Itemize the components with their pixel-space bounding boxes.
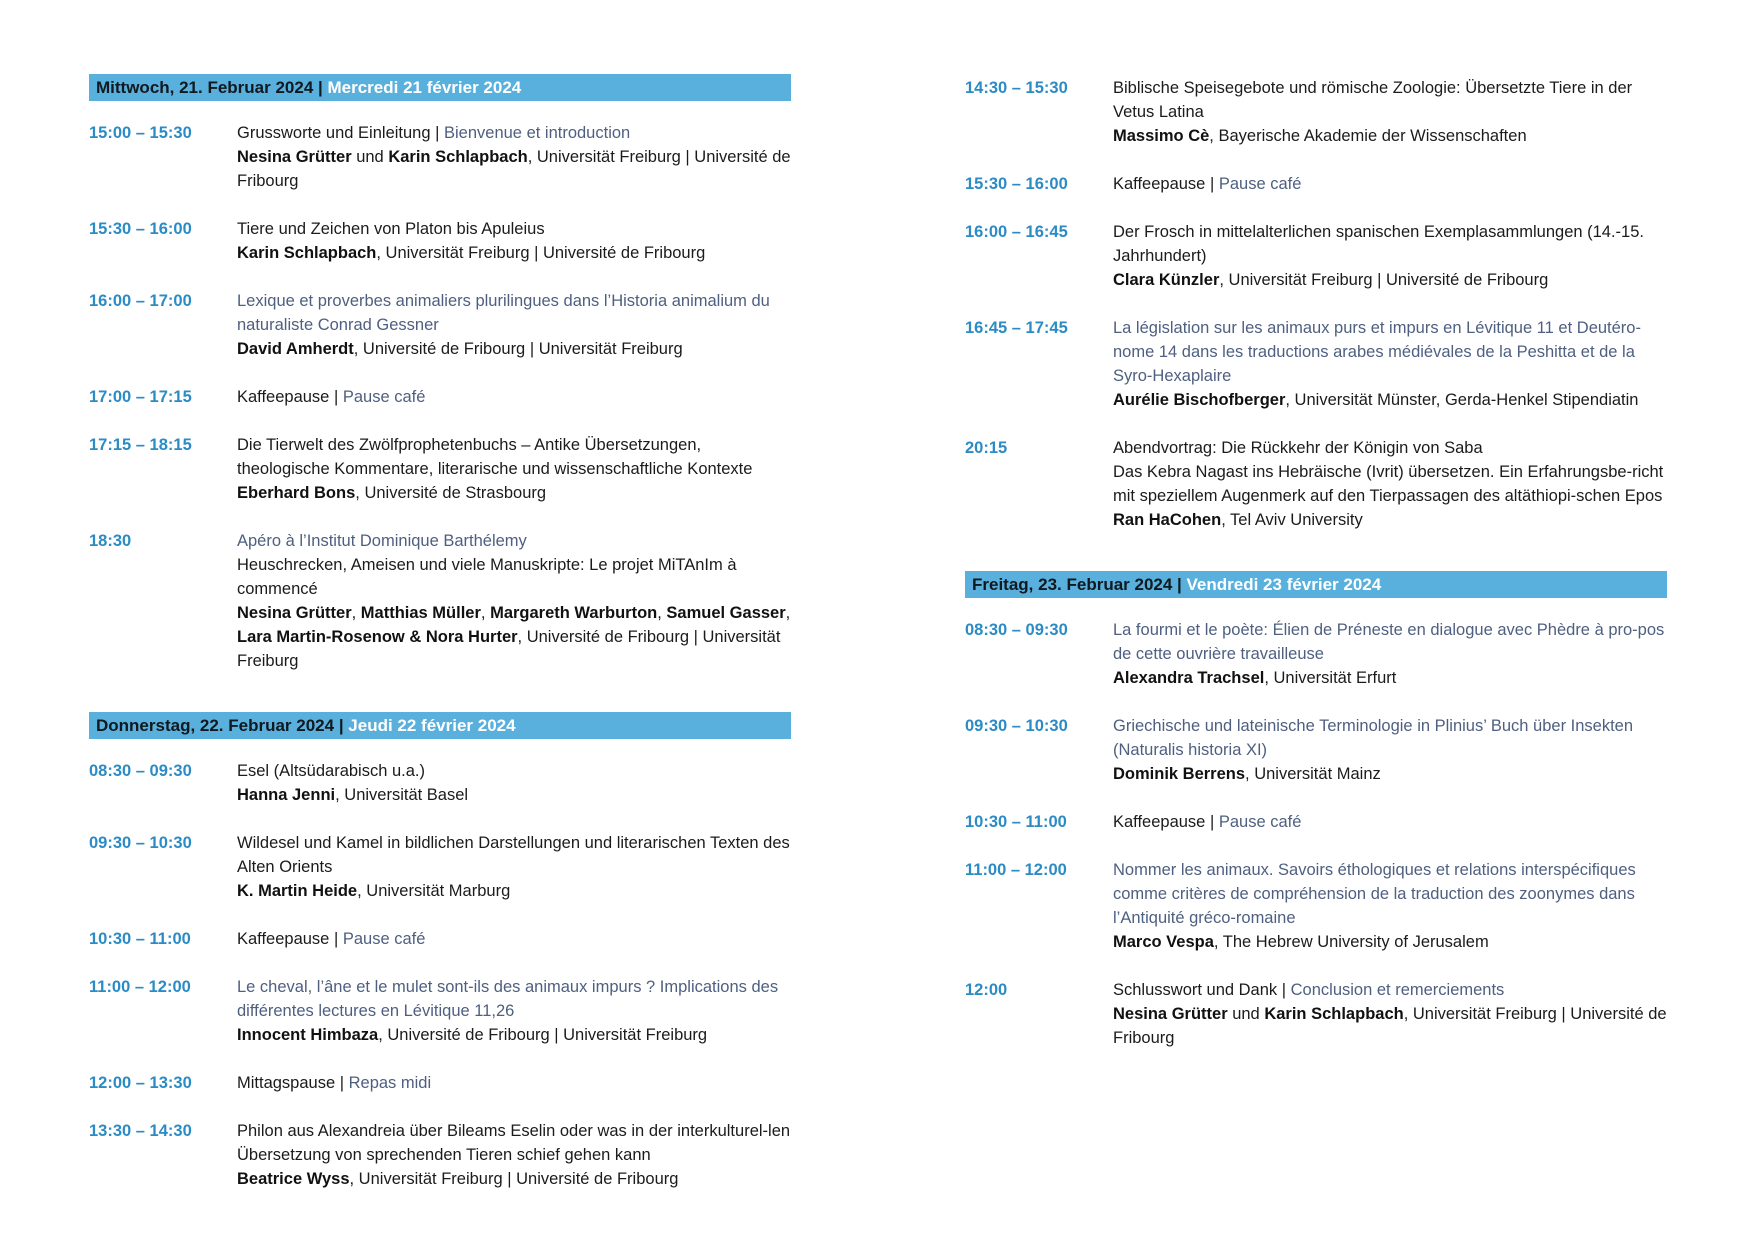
program-item: 18:30 Apéro à l’Institut Dominique Barthélemy Heuschrecken, Ameisen und viele Manuskripte: Le projet MiTAnIm à commencé Nesina Grütter, Matthias Müller, Margareth Warburton, Samuel Gasser, Lara Martin-Rosenow & Nora Hurter, Université de Fribourg | Universität Freiburg: [89, 529, 791, 673]
time-slot: 14:30 – 15:30: [965, 79, 1068, 97]
program-item: 15:00 – 15:30 Grussworte und Einleitung | Bienvenue et introduction Nesina Grütter und Karin Schlapbach, Universität Freiburg | Université de Fribourg: [89, 121, 791, 193]
program-item: 12:00 – 13:30 Mittagspause | Repas midi: [89, 1071, 791, 1095]
speaker-name: Marco Vespa: [1113, 933, 1214, 951]
time-slot: 15:30 – 16:00: [965, 175, 1068, 193]
time-slot: 12:00 – 13:30: [89, 1074, 192, 1092]
talk-title: La fourmi et le poète: Élien de Préneste en dialogue avec Phèdre à pro-pos de cette ouvrière travailleuse: [1113, 621, 1665, 663]
time-slot: 12:00: [965, 981, 1008, 999]
time-slot: 16:00 – 16:45: [965, 223, 1068, 241]
speaker-name: Karin Schlapbach: [388, 148, 528, 166]
program-item: 20:15 Abendvortrag: Die Rückkehr der Königin von Saba Das Kebra Nagast ins Hebräische (Ivrit) übersetzen. Ein Erfahrungsbe-richt mit speziellem Augenmerk auf den Tierpassagen des altäthiopi-schen Epos Ran HaCohen, Tel Aviv University: [965, 436, 1667, 532]
program-item: 14:30 – 15:30 Biblische Speisegebote und römische Zoologie: Übersetzte Tiere in der Vetus Latina Massimo Cè, Bayerische Akademie der Wissenschaften: [965, 76, 1667, 148]
speaker-name: Massimo Cè: [1113, 127, 1210, 145]
program-item: 17:15 – 18:15 Die Tierwelt des Zwölfprophetenbuchs – Antike Übersetzungen, theologische Kommentare, literarische und wissenschaftliche Kontexte Eberhard Bons, Université de Strasbourg: [89, 433, 791, 505]
speaker-name: Alexandra Trachsel: [1113, 669, 1265, 687]
time-slot: 20:15: [965, 439, 1008, 457]
time-slot: 10:30 – 11:00: [89, 930, 191, 948]
program-item: 16:00 – 16:45 Der Frosch in mittelalterlichen spanischen Exemplasammlungen (14.-15. Jahrhundert) Clara Künzler, Universität Freiburg | Université de Fribourg: [965, 220, 1667, 292]
program-item: 16:45 – 17:45 La législation sur les animaux purs et impurs en Lévitique 11 et Deutéro-nome 14 dans les traductions arabes médiévales de la Peshitta et de la Syro-Hexaplaire Aurélie Bischofberger, Universität Münster, Gerda-Henkel Stipendiatin: [965, 316, 1667, 412]
speaker-name: David Amherdt: [237, 340, 354, 358]
time-slot: 11:00 – 12:00: [965, 861, 1067, 879]
time-slot: 16:45 – 17:45: [965, 319, 1068, 337]
talk-title: Philon aus Alexandreia über Bileams Eselin oder was in der interkulturel-len Übersetzung von sprechenden Tieren schief gehen kann: [237, 1122, 791, 1164]
time-slot: 18:30: [89, 532, 132, 550]
speaker-name: Aurélie Bischofberger: [1113, 391, 1286, 409]
time-slot: 15:00 – 15:30: [89, 124, 192, 142]
time-slot: 17:00 – 17:15: [89, 388, 192, 406]
talk-title: Abendvortrag: Die Rückkehr der Königin von Saba: [1113, 439, 1483, 457]
left-column: [89, 74, 791, 1215]
speaker-name: K. Martin Heide: [237, 882, 358, 900]
talk-title: Griechische und lateinische Terminologie in Plinius’ Buch über Insekten (Naturalis historia XI): [1113, 717, 1634, 759]
speaker-name: Innocent Himbaza: [237, 1026, 379, 1044]
speaker-name: Ran HaCohen: [1113, 511, 1222, 529]
talk-title: Wildesel und Kamel in bildlichen Darstellungen und literarischen Texten des Alten Orients: [237, 834, 790, 876]
time-slot: 08:30 – 09:30: [965, 621, 1068, 639]
talk-title: Lexique et proverbes animaliers plurilingues dans l’Historia animalium du naturaliste Conrad Gessner: [237, 292, 770, 334]
speaker-name: Karin Schlapbach: [1264, 1005, 1404, 1023]
program-item: 10:30 – 11:00 Kaffeepause | Pause café: [965, 810, 1667, 834]
talk-title: Nommer les animaux. Savoirs éthologiques et relations interspécifiques comme critères de compréhension de la traduction des zoonymes dans l’Antiquité gréco-romaine: [1113, 861, 1636, 927]
program-item: 15:30 – 16:00 Tiere und Zeichen von Platon bis Apuleius Karin Schlapbach, Universität Freiburg | Université de Fribourg: [89, 217, 791, 265]
speaker-name: Hanna Jenni: [237, 786, 336, 804]
talk-title: Esel (Altsüdarabisch u.a.): [237, 762, 426, 780]
speaker-name: Karin Schlapbach: [237, 244, 377, 262]
talk-title: Die Tierwelt des Zwölfprophetenbuchs – Antike Übersetzungen, theologische Kommentare, literarische und wissenschaftliche Kontexte: [237, 436, 753, 478]
time-slot: 08:30 – 09:30: [89, 762, 192, 780]
speaker-name: Eberhard Bons: [237, 484, 356, 502]
talk-title: Le cheval, l’âne et le mulet sont-ils des animaux impurs ? Implications des différentes lectures en Lévitique 11,26: [237, 978, 779, 1020]
speaker-name: Nesina Grütter: [1113, 1005, 1228, 1023]
time-slot: 16:00 – 17:00: [89, 292, 192, 310]
talk-title: La législation sur les animaux purs et impurs en Lévitique 11 et Deutéro-nome 14 dans les traductions arabes médiévales de la Peshitta et de la Syro-Hexaplaire: [1113, 319, 1641, 385]
talk-title: Biblische Speisegebote und römische Zoologie: Übersetzte Tiere in der Vetus Latina: [1113, 79, 1633, 121]
day-header-thursday: Donnerstag, 22. Februar 2024 | Jeudi 22 février 2024: [89, 712, 791, 739]
talk-subtitle: Das Kebra Nagast ins Hebräische (Ivrit) übersetzen. Ein Erfahrungsbe-richt mit speziellem Augenmerk auf den Tierpassagen des altäthiopi-schen Epos: [1113, 463, 1664, 505]
program-item: 09:30 – 10:30 Wildesel und Kamel in bildlichen Darstellungen und literarischen Texten des Alten Orients K. Martin Heide, Universität Marburg: [89, 831, 791, 903]
program-item: 16:00 – 17:00 Lexique et proverbes animaliers plurilingues dans l’Historia animalium du naturaliste Conrad Gessner David Amherdt, Université de Fribourg | Universität Freiburg: [89, 289, 791, 361]
speaker-name: Nesina Grütter: [237, 148, 352, 166]
program-item: 17:00 – 17:15 Kaffeepause | Pause café: [89, 385, 791, 409]
program-item: 13:30 – 14:30 Philon aus Alexandreia über Bileams Eselin oder was in der interkulturel-len Übersetzung von sprechenden Tieren schief gehen kann Beatrice Wyss, Universität Freiburg | Université de Fribourg: [89, 1119, 791, 1191]
time-slot: 15:30 – 16:00: [89, 220, 192, 238]
talk-title: Der Frosch in mittelalterlichen spanischen Exemplasammlungen (14.-15. Jahrhundert): [1113, 223, 1644, 265]
program-item: 11:00 – 12:00 Nommer les animaux. Savoirs éthologiques et relations interspécifiques comme critères de compréhension de la traduction des zoonymes dans l’Antiquité gréco-romaine Marco Vespa, The Hebrew University of Jerusalem: [965, 858, 1667, 954]
program-item: 08:30 – 09:30 Esel (Altsüdarabisch u.a.) Hanna Jenni, Universität Basel: [89, 759, 791, 807]
talk-title: Tiere und Zeichen von Platon bis Apuleius: [237, 220, 545, 238]
time-slot: 17:15 – 18:15: [89, 436, 192, 454]
speaker-name: Dominik Berrens: [1113, 765, 1246, 783]
speaker-name: Clara Künzler: [1113, 271, 1220, 289]
time-slot: 10:30 – 11:00: [965, 813, 1067, 831]
day-header-friday: Freitag, 23. Februar 2024 | Vendredi 23 février 2024: [965, 571, 1667, 598]
program-item: 15:30 – 16:00 Kaffeepause | Pause café: [965, 172, 1667, 196]
program-item: 09:30 – 10:30 Griechische und lateinische Terminologie in Plinius’ Buch über Insekten (Naturalis historia XI) Dominik Berrens, Universität Mainz: [965, 714, 1667, 786]
program-item: 12:00 Schlusswort und Dank | Conclusion et remerciements Nesina Grütter und Karin Schlapbach, Universität Freiburg | Université de Fribourg: [965, 978, 1667, 1050]
program-item: 08:30 – 09:30 La fourmi et le poète: Élien de Préneste en dialogue avec Phèdre à pro-pos de cette ouvrière travailleuse Alexandra Trachsel, Universität Erfurt: [965, 618, 1667, 690]
program-item: 10:30 – 11:00 Kaffeepause | Pause café: [89, 927, 791, 951]
right-column: [965, 76, 1667, 1074]
day-header-wednesday: Mittwoch, 21. Februar 2024 | Mercredi 21 février 2024: [89, 74, 791, 101]
time-slot: 11:00 – 12:00: [89, 978, 191, 996]
program-item: 11:00 – 12:00 Le cheval, l’âne et le mulet sont-ils des animaux impurs ? Implications des différentes lectures en Lévitique 11,26 Innocent Himbaza, Université de Fribourg | Universität Freiburg: [89, 975, 791, 1047]
time-slot: 09:30 – 10:30: [965, 717, 1068, 735]
time-slot: 13:30 – 14:30: [89, 1122, 192, 1140]
talk-title: Heuschrecken, Ameisen und viele Manuskripte: Le projet MiTAnIm à commencé: [237, 556, 737, 598]
speaker-name: Beatrice Wyss: [237, 1170, 350, 1188]
time-slot: 09:30 – 10:30: [89, 834, 192, 852]
